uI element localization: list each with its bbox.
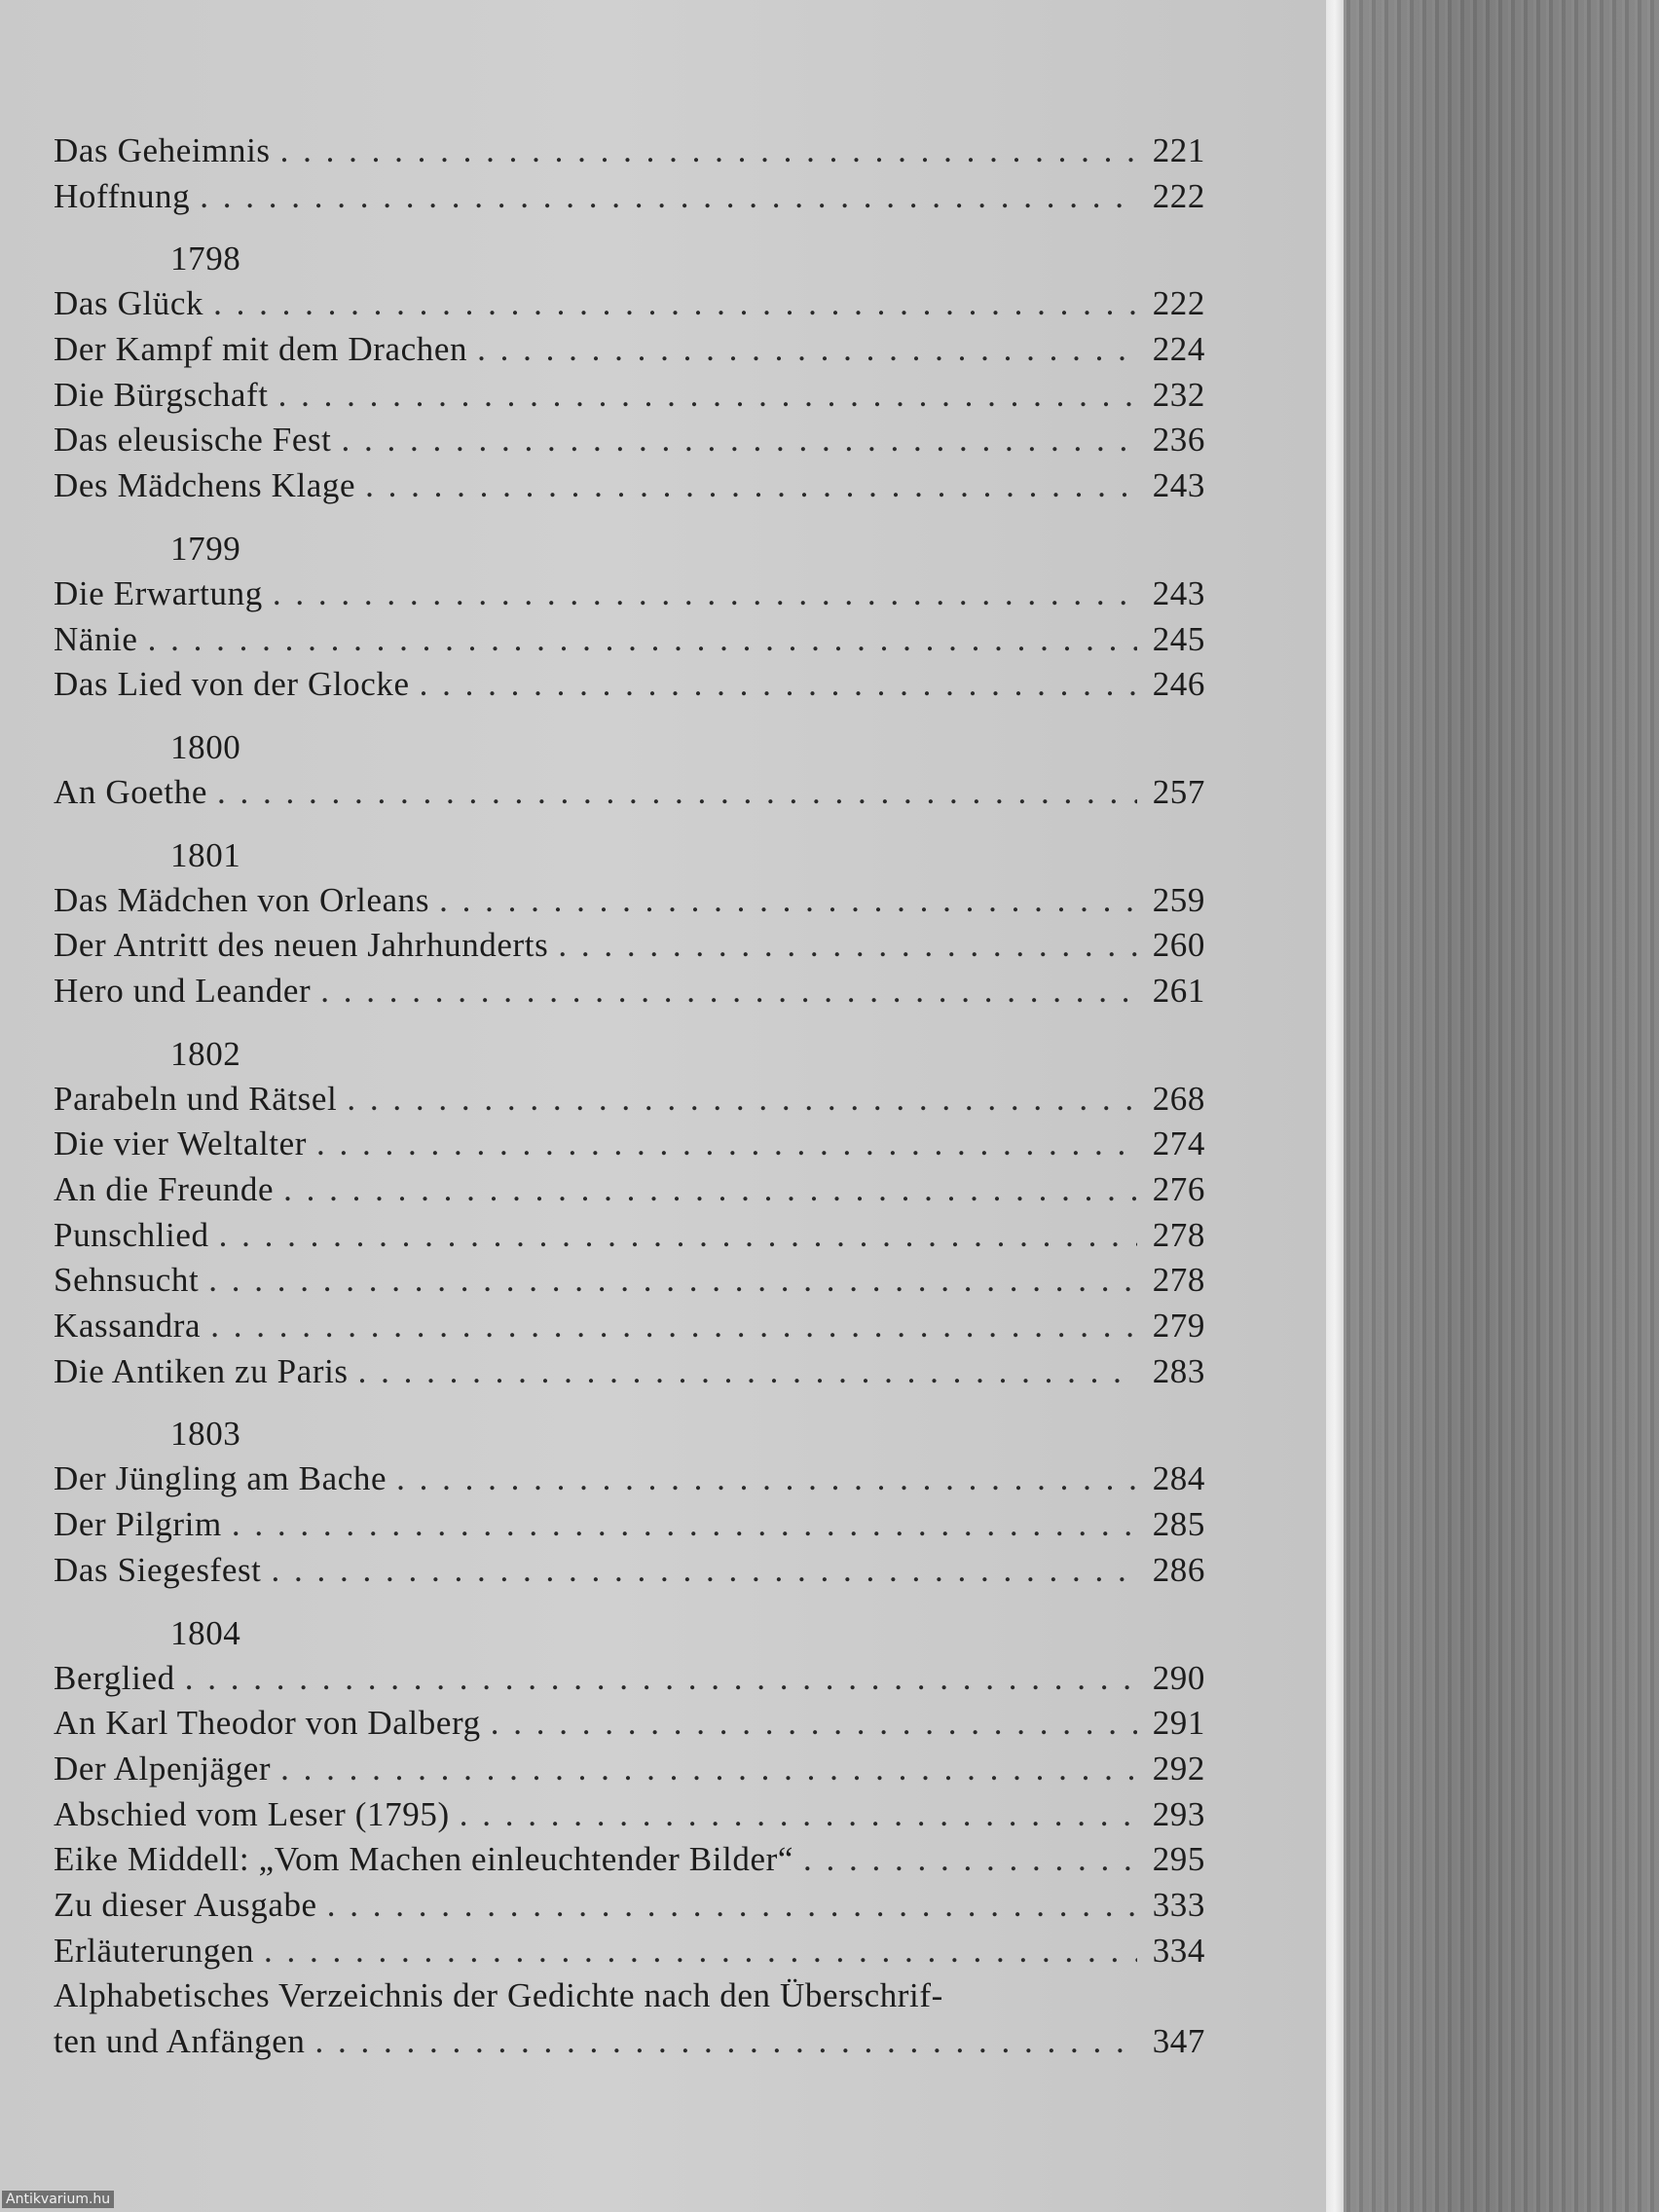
entry-title: Zu dieser Ausgabe (54, 1885, 317, 1924)
dot-leader (185, 1656, 1137, 1702)
entry-page: 292 (1152, 1749, 1205, 1788)
table-of-contents (54, 129, 1205, 2065)
dot-leader (358, 1349, 1137, 1395)
entry-page: 276 (1152, 1170, 1205, 1208)
entry-title: Hero und Leander (54, 971, 312, 1010)
dot-leader (232, 1502, 1137, 1548)
dot-leader (347, 1077, 1137, 1123)
entry-page: 286 (1152, 1550, 1205, 1589)
toc-entry (54, 463, 1205, 509)
dot-leader (219, 1213, 1137, 1259)
year-heading: 1801 (170, 835, 241, 874)
entry-page: 224 (1152, 330, 1205, 369)
toc-entry (54, 1167, 1205, 1213)
entry-title: Das Siegesfest (54, 1550, 262, 1589)
toc-entry (54, 617, 1205, 663)
entry-title: Die Bürgschaft (54, 375, 269, 414)
toc-entry (54, 1929, 1205, 1974)
entry-title: Kassandra (54, 1307, 202, 1346)
entry-title: An Karl Theodor von Dalberg (54, 1704, 481, 1743)
dot-leader (342, 418, 1137, 463)
toc-entry (54, 1456, 1205, 1502)
dot-leader (558, 923, 1137, 969)
year-heading: 1803 (170, 1415, 241, 1454)
toc-entry (54, 1304, 1205, 1349)
toc-entry (54, 1258, 1205, 1304)
toc-entry (54, 1701, 1205, 1747)
year-heading: 1800 (170, 727, 241, 766)
toc-entry (54, 174, 1205, 220)
entry-page: 334 (1152, 1931, 1205, 1970)
entry-page: 274 (1152, 1124, 1205, 1163)
entry-title: Sehnsucht (54, 1261, 200, 1300)
toc-entry (54, 1502, 1205, 1548)
entry-title: Das Lied von der Glocke (54, 665, 410, 704)
entry-title: Das Geheimnis (54, 131, 271, 169)
entry-title: Eike Middell: „Vom Machen einleuchtender Bilder“ (54, 1840, 794, 1879)
entry-page: 293 (1152, 1794, 1205, 1833)
dot-leader (217, 770, 1137, 816)
toc-entry (54, 2019, 1205, 2065)
entry-title: Der Jüngling am Bache (54, 1459, 387, 1498)
dot-leader (314, 2019, 1137, 2065)
dot-leader (420, 662, 1137, 708)
entry-title: Berglied (54, 1658, 175, 1697)
toc-entry-wrapped-line: Alphabetisches Verzeichnis der Gedichte nach den Überschrif- (54, 1976, 943, 2015)
toc-entry (54, 1349, 1205, 1395)
toc-entry (54, 1792, 1205, 1838)
dot-leader (200, 174, 1137, 220)
entry-page: 295 (1152, 1840, 1205, 1879)
entry-page: 221 (1152, 131, 1205, 169)
entry-title: Hoffnung (54, 176, 191, 215)
toc-entry (54, 281, 1205, 327)
toc-entry (54, 770, 1205, 816)
toc-entry (54, 1883, 1205, 1929)
toc-entry (54, 1213, 1205, 1259)
entry-title: Die Erwartung (54, 573, 263, 612)
year-heading: 1798 (170, 240, 241, 278)
entry-title: Des Mädchens Klage (54, 466, 356, 505)
toc-entry (54, 1548, 1205, 1594)
entry-page: 259 (1152, 880, 1205, 919)
entry-page: 261 (1152, 971, 1205, 1010)
year-heading: 1802 (170, 1034, 241, 1073)
dot-leader (439, 878, 1137, 924)
toc-entry (54, 923, 1205, 969)
dot-leader (278, 373, 1137, 419)
entry-page: 232 (1152, 375, 1205, 414)
entry-title: Der Alpenjäger (54, 1749, 272, 1788)
toc-entry (54, 418, 1205, 463)
dot-leader (803, 1837, 1137, 1883)
entry-page: 245 (1152, 619, 1205, 658)
entry-title: Erläuterungen (54, 1931, 255, 1970)
toc-entry (54, 571, 1205, 617)
entry-page: 222 (1152, 284, 1205, 323)
toc-entry (54, 1656, 1205, 1702)
entry-title: Punschlied (54, 1215, 209, 1254)
dot-leader (264, 1929, 1137, 1974)
dot-leader (365, 463, 1137, 509)
entry-page: 347 (1152, 2022, 1205, 2060)
toc-entry (54, 662, 1205, 708)
dot-leader (280, 129, 1137, 174)
entry-page: 290 (1152, 1658, 1205, 1697)
entry-title: Der Pilgrim (54, 1505, 222, 1544)
toc-entry (54, 878, 1205, 924)
dot-leader (210, 1304, 1137, 1349)
toc-entry (54, 1747, 1205, 1792)
dot-leader (213, 281, 1137, 327)
entry-title: Nänie (54, 619, 138, 658)
page-edge (1326, 0, 1344, 2212)
entry-page: 333 (1152, 1885, 1205, 1924)
year-heading: 1804 (170, 1613, 241, 1652)
entry-title: Das eleusische Fest (54, 421, 332, 460)
entry-title: Die Antiken zu Paris (54, 1351, 349, 1390)
entry-title: Der Antritt des neuen Jahrhunderts (54, 926, 549, 965)
entry-page: 260 (1152, 926, 1205, 965)
toc-entry (54, 1837, 1205, 1883)
entry-page: 278 (1152, 1215, 1205, 1254)
dot-leader (283, 1167, 1137, 1213)
entry-page: 284 (1152, 1459, 1205, 1498)
entry-title: Abschied vom Leser (1795) (54, 1794, 450, 1833)
dot-leader (148, 617, 1137, 663)
dot-leader (477, 327, 1137, 373)
dot-leader (272, 1548, 1138, 1594)
dot-leader (396, 1456, 1137, 1502)
toc-entry (54, 373, 1205, 419)
year-heading: 1799 (170, 529, 241, 568)
dot-leader (320, 969, 1137, 1014)
entry-page: 283 (1152, 1351, 1205, 1390)
entry-title: Das Mädchen von Orleans (54, 880, 430, 919)
toc-entry (54, 129, 1205, 174)
entry-page: 243 (1152, 466, 1205, 505)
entry-page: 222 (1152, 176, 1205, 215)
entry-title: An Goethe (54, 772, 207, 811)
entry-page: 279 (1152, 1307, 1205, 1346)
entry-title: Der Kampf mit dem Drachen (54, 330, 468, 369)
dot-leader (460, 1792, 1137, 1838)
entry-page: 257 (1152, 772, 1205, 811)
dot-leader (273, 571, 1137, 617)
toc-entry (54, 327, 1205, 373)
entry-title: ten und Anfängen (54, 2022, 306, 2060)
entry-page: 236 (1152, 421, 1205, 460)
toc-entry (54, 1122, 1205, 1167)
entry-page: 278 (1152, 1261, 1205, 1300)
dot-leader (327, 1883, 1137, 1929)
dot-leader (316, 1122, 1137, 1167)
entry-page: 243 (1152, 573, 1205, 612)
entry-title: An die Freunde (54, 1170, 275, 1208)
entry-page: 291 (1152, 1704, 1205, 1743)
entry-page: 268 (1152, 1079, 1205, 1118)
toc-entry (54, 1077, 1205, 1123)
dot-leader (208, 1258, 1137, 1304)
wood-background (1344, 0, 1659, 2212)
watermark-label: Antikvarium.hu (2, 2191, 114, 2208)
entry-title: Das Glück (54, 284, 204, 323)
dot-leader (491, 1701, 1137, 1747)
entry-title: Parabeln und Rätsel (54, 1079, 338, 1118)
entry-page: 285 (1152, 1505, 1205, 1544)
entry-title: Die vier Weltalter (54, 1124, 308, 1163)
dot-leader (280, 1747, 1137, 1792)
toc-entry (54, 969, 1205, 1014)
entry-page: 246 (1152, 665, 1205, 704)
